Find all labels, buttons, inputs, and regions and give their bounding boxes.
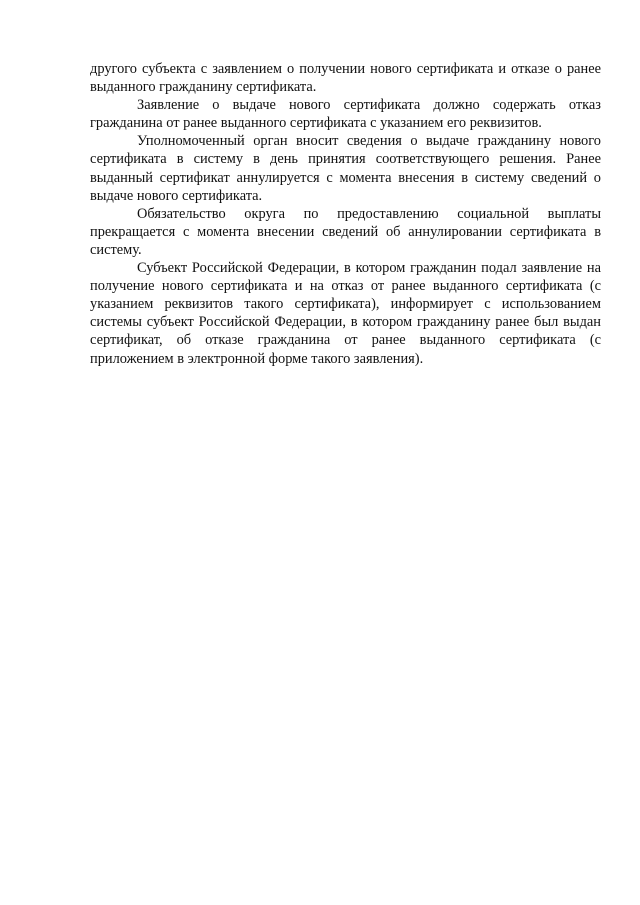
paragraph-subject-informs: Субъект Российской Федерации, в котором гражданин подал заявление на получение нового сертификата и на отказ от ранее выданного сертификата (с указанием реквизитов такого сертификата), информирует с использованием системы субъект Российской Федерации, в котором гражданину ранее был выдан сертификат, об отказе гражданина от ранее выданного сертификата (с приложением в электронной форме такого заявления).	[90, 260, 601, 367]
document-body	[90, 60, 601, 368]
paragraph-obligation-termination: Обязательство округа по предоставлению социальной выплаты прекращается с момента внесении сведений об аннулировании сертификата в систему.	[90, 205, 601, 258]
paragraph-continuation: другого субъекта с заявлением о получении нового сертификата и отказе о ранее выданного гражданину сертификата.	[90, 61, 601, 96]
paragraph-authority-records: Уполномоченный орган вносит сведения о выдаче гражданину нового сертификата в систему в день принятия соответствующего решения. Ранее выданный сертификат аннулируется с момента внесения в систему сведений о выдаче нового сертификата.	[90, 133, 601, 204]
paragraph-new-certificate-application: Заявление о выдаче нового сертификата должно содержать отказ гражданина от ранее выданного сертификата с указанием его реквизитов.	[90, 97, 601, 132]
